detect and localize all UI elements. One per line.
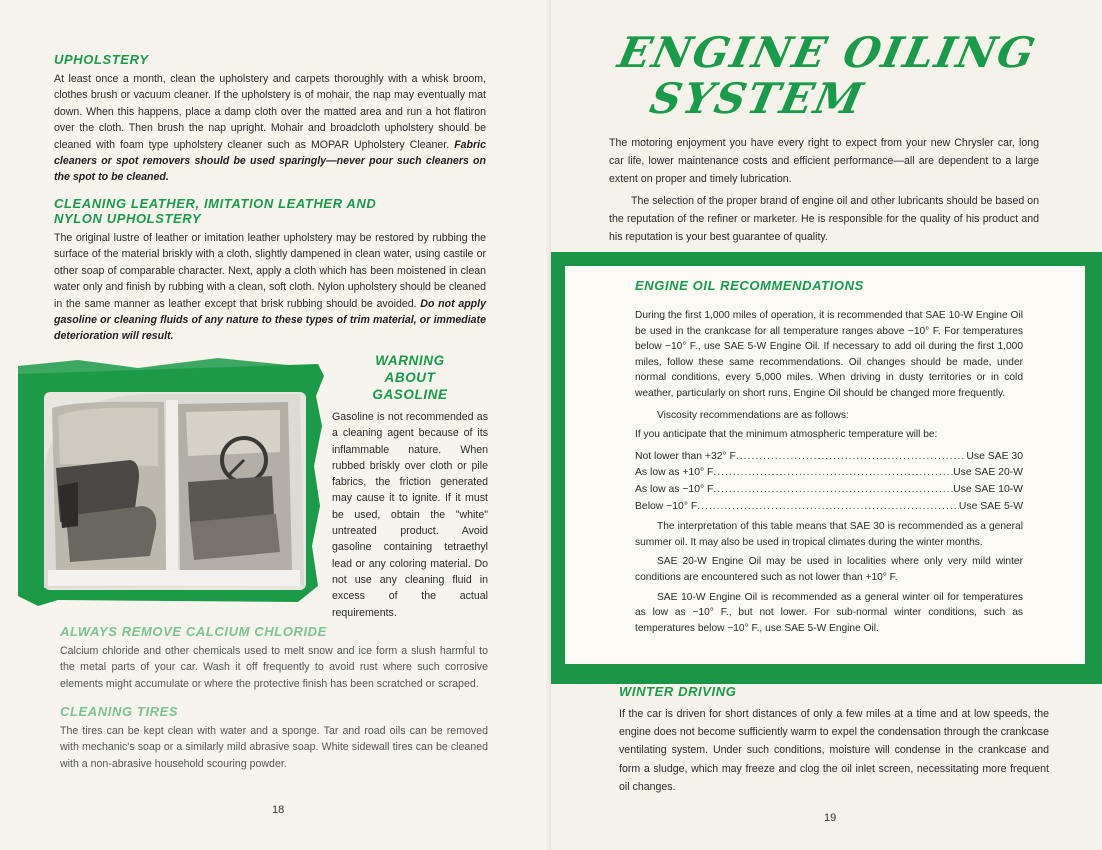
leader-dots [736, 449, 966, 466]
upholstery-body [54, 71, 486, 186]
calcium-chloride-heading: ALWAYS REMOVE CALCIUM CHLORIDE [60, 624, 327, 639]
intro-paragraph-2: The selection of the proper brand of engine oil and other lubricants should be based on the reputation of the refiner or marketer. He is responsible for the quality of his product and his reputation is your best guarantee of quality. [609, 195, 1039, 243]
cleaning-tires-heading: CLEANING TIRES [60, 704, 179, 719]
viscosity-row [635, 482, 1023, 499]
cleaning-tires-body: The tires can be kept clean with water and a sponge. Tar and road oils can be removed with mechanic's soap or a similarly mild abrasive soap. White sidewall tires can be cleaned with a non-abrasive household scouring powder. [60, 725, 488, 770]
upholstery-section [54, 52, 486, 186]
cleaning-leather-body [54, 230, 486, 345]
page-number-left: 18 [272, 804, 285, 816]
viscosity-table [635, 449, 1023, 515]
viscosity-use: Use SAE 20-W [953, 467, 1023, 479]
oil-recommendations-p2: The interpretation of this table means that SAE 30 is recommended as a general summer oil. It may also be used in tropical climates during the winter months. [635, 521, 1023, 548]
car-interior-image [18, 356, 328, 606]
cleaning-leather-heading-line2: NYLON UPHOLSTERY [54, 211, 202, 226]
warning-gasoline-section [332, 352, 488, 631]
engine-oiling-title [613, 28, 1041, 123]
warning-title-line2: ABOUT [384, 370, 436, 385]
viscosity-use: Use SAE 30 [966, 450, 1023, 462]
leader-dots [697, 499, 959, 516]
winter-driving-body: If the car is driven for short distances of only a few miles at a time and at low speeds, the engine does not become sufficiently warm to expel the condensation through the crankcase ventilating system. Under such conditions, moisture will condense in the crankcase and form a sludge, which may freeze and clog the oil inlet screen, necessitating more frequent oil changes. [619, 708, 1049, 793]
calcium-chloride-body: Calcium chloride and other chemicals used to melt snow and ice form a slush harmful to the metal parts of your car. Wash it off frequently to avoid rust where such corrosive elements might accumulate or where the protective finish has been scratched or scraped. [60, 645, 488, 690]
viscosity-condition: Not lower than +32° F [635, 450, 736, 462]
upholstery-warning: Fabric cleaners or spot removers should be used sparingly—never pour such cleaners on the spot to be cleaned. [54, 138, 486, 184]
warning-title-line1: WARNING [375, 353, 445, 368]
right-page [551, 0, 1102, 850]
oil-recommendations-box [565, 266, 1085, 664]
winter-driving-heading: WINTER DRIVING [619, 684, 737, 699]
cleaning-leather-heading-line1: CLEANING LEATHER, IMITATION LEATHER AND [54, 196, 377, 211]
warning-gasoline-title [332, 352, 488, 403]
viscosity-row [635, 449, 1023, 466]
cleaning-leather-heading [54, 196, 486, 226]
title-line1: ENGINE OILING [613, 28, 1041, 77]
oil-recommendations-content [635, 308, 1023, 636]
winter-driving-section [619, 684, 1049, 796]
upholstery-heading: UPHOLSTERY [54, 52, 149, 67]
oil-recommendations-p4: SAE 10-W Engine Oil is recommended as a general winter oil for temperatures as low as −10° F., but not lower. For sub-normal winter conditions, such as temperatures below −10° F., use SAE 5-W Engine Oil. [635, 591, 1023, 634]
cleaning-leather-section [54, 196, 486, 345]
warning-title-line3: GASOLINE [372, 387, 448, 402]
oil-recommendations-p3: SAE 20-W Engine Oil may be used in localities where only very mild winter conditions are encountered such as not lower than +10° F. [635, 556, 1023, 583]
calcium-chloride-section [60, 624, 488, 692]
table-intro: If you anticipate that the minimum atmospheric temperature will be: [635, 429, 938, 441]
cleaning-tires-section [60, 704, 488, 772]
viscosity-use: Use SAE 10-W [953, 483, 1023, 495]
viscosity-condition: As low as −10° F [635, 483, 714, 495]
viscosity-row [635, 465, 1023, 482]
viscosity-intro: Viscosity recommendations are as follows: [657, 409, 849, 421]
oil-recommendations-frame [551, 252, 1102, 684]
cleaning-leather-warning: Do not apply gasoline or cleaning fluids of any nature to these types of trim material, or immediate deterioration will result. [54, 297, 486, 343]
oil-recommendations-p1: During the first 1,000 miles of operation, it is recommended that SAE 10-W Engine Oil be used in the crankcase for all temperature ranges above −10° F. For temperatures below −10° F., use SAE 5-W Engine Oil. If necessary to add oil during the first 1,000 miles, follow these same recommendations. Oil changes should be made, under normal conditions, every 5,000 miles. When driving in dusty territories or in cold weather, particularly on short runs, Engine Oil should be changed more frequently. [635, 310, 1023, 399]
viscosity-condition: Below −10° F [635, 500, 698, 512]
intro-paragraph-1: The motoring enjoyment you have every right to expect from your new Chrysler car, long car life, lower maintenance costs and efficient performance—all are dependent to a large extent on proper and timely lubrication. [609, 137, 1039, 185]
viscosity-row [635, 499, 1023, 516]
upholstery-text: At least once a month, clean the upholstery and carpets thoroughly with a whisk broom, clothes brush or vacuum cleaner. If the upholstery is of mohair, the nap may eventually mat down. When this happens, place a damp cloth over the matted area and run a hot flatiron over the cloth. Then brush the nap upright. Mohair and broadcloth upholstery should be cleaned with foam type upholstery cleaner such as MOPAR Upholstery Cleaner. [54, 73, 486, 151]
viscosity-condition: As low as +10° F [635, 467, 714, 479]
intro-section [609, 134, 1039, 246]
oil-recommendations-heading: ENGINE OIL RECOMMENDATIONS [635, 278, 864, 293]
title-line2: SYSTEM [645, 74, 869, 123]
cleaning-leather-text: The original lustre of leather or imitation leather upholstery may be restored by rubbing the surface of the material briskly with a cloth, slightly dampened in clean water, using castile or other soap of comparable character. Next, apply a cloth which has been moistened in clean water only and finish by rubbing with a clean, soft cloth. Nylon upholstery should be cleaned in the same manner as leather except that brisk rubbing should be avoided. [54, 232, 486, 310]
viscosity-use: Use SAE 5-W [958, 500, 1023, 512]
warning-gasoline-body: Gasoline is not recommended as a cleaning agent because of its inflammable nature. When rubbed briskly over cloth or pile fabrics, the friction generated may cause it to ignite. If it must be used, obtain the "white" untreated product. Avoid gasoline containing tetraethyl lead or any coloring material. Do not use any cleaning fluid in excess of the actual requirements. [332, 411, 488, 619]
leader-dots [713, 482, 953, 499]
car-interior-photo [18, 338, 328, 620]
leader-dots [713, 465, 953, 482]
page-number-right: 19 [824, 812, 837, 824]
